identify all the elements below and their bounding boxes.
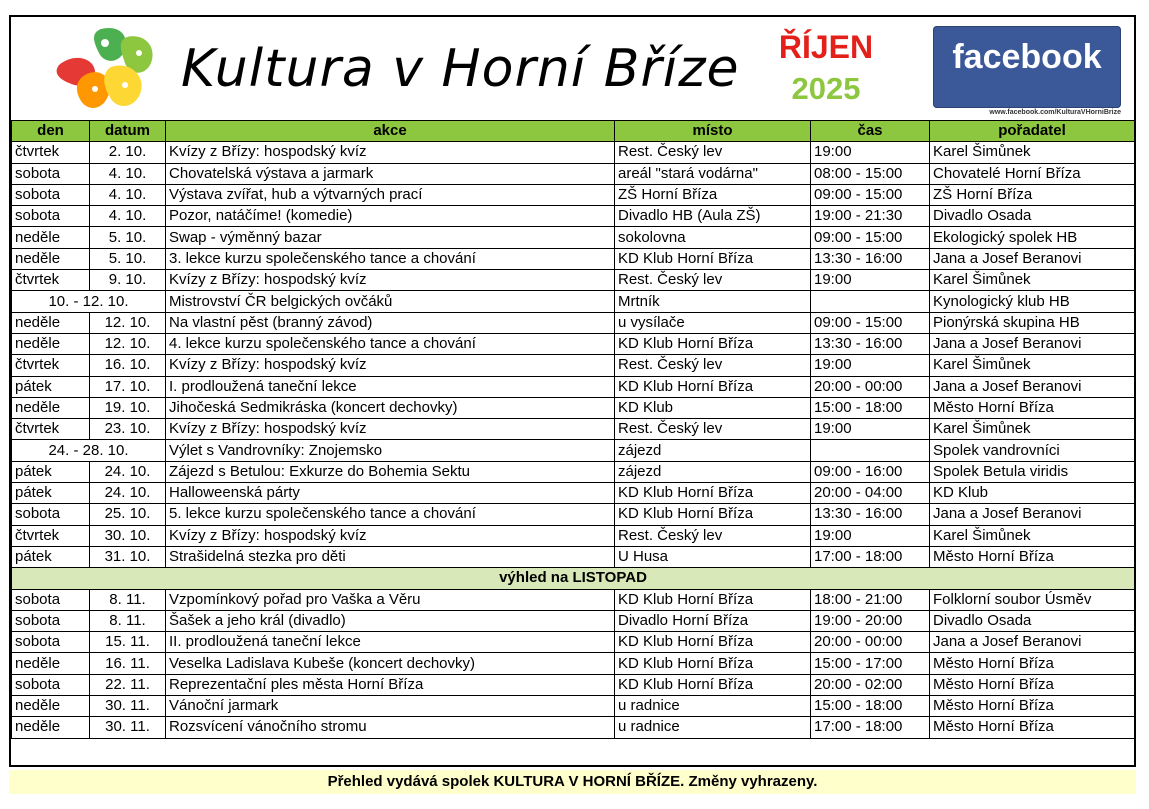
time-cell: 19:00 - 20:00: [811, 610, 930, 631]
venue-cell: u vysílače: [615, 312, 811, 333]
venue-cell: u radnice: [615, 696, 811, 717]
table-row: [12, 184, 1135, 205]
table-row: [12, 674, 1135, 695]
event-name-cell: I. prodloužená taneční lekce: [166, 376, 615, 397]
venue-cell: Rest. Český lev: [615, 419, 811, 440]
table-row: [12, 632, 1135, 653]
event-name-cell: Veselka Ladislava Kubeše (koncert dechovky): [166, 653, 615, 674]
organizer-cell: Karel Šimůnek: [930, 142, 1135, 163]
time-cell: 19:00: [811, 525, 930, 546]
date-cell: 5. 10.: [90, 227, 166, 248]
table-row: [12, 163, 1135, 184]
day-cell: neděle: [12, 227, 90, 248]
venue-cell: KD Klub Horní Bříza: [615, 589, 811, 610]
event-name-cell: Výstava zvířat, hub a výtvarných prací: [166, 184, 615, 205]
venue-cell: KD Klub Horní Bříza: [615, 504, 811, 525]
table-row: [12, 355, 1135, 376]
event-name-cell: Strašidelná stezka pro děti: [166, 546, 615, 567]
facebook-url[interactable]: www.facebook.com/KulturaVHorniBrize: [989, 109, 1121, 116]
event-name-cell: Kvízy z Břízy: hospodský kvíz: [166, 525, 615, 546]
time-cell: 09:00 - 15:00: [811, 227, 930, 248]
culture-logo-icon: [55, 23, 159, 117]
venue-cell: KD Klub: [615, 397, 811, 418]
events-table: [11, 120, 1135, 739]
organizer-cell: Jana a Josef Beranovi: [930, 333, 1135, 354]
organizer-cell: Město Horní Bříza: [930, 397, 1135, 418]
event-name-cell: Jihočeská Sedmikráska (koncert dechovky): [166, 397, 615, 418]
column-header-misto: místo: [615, 121, 811, 142]
event-name-cell: Swap - výměnný bazar: [166, 227, 615, 248]
event-name-cell: II. prodloužená taneční lekce: [166, 632, 615, 653]
date-cell: 30. 10.: [90, 525, 166, 546]
table-row: [12, 653, 1135, 674]
day-cell: pátek: [12, 376, 90, 397]
time-cell: 13:30 - 16:00: [811, 248, 930, 269]
date-cell: 4. 10.: [90, 184, 166, 205]
time-cell: 09:00 - 15:00: [811, 312, 930, 333]
day-cell: čtvrtek: [12, 419, 90, 440]
organizer-cell: Jana a Josef Beranovi: [930, 248, 1135, 269]
footer-note: Přehled vydává spolek KULTURA V HORNÍ BŘÍZE. Změny vyhrazeny.: [9, 770, 1136, 794]
date-cell: 4. 10.: [90, 163, 166, 184]
time-cell: [811, 291, 930, 312]
page-title: Kultura v Horní Bříze: [181, 39, 740, 99]
venue-cell: sokolovna: [615, 227, 811, 248]
facebook-logo-icon: facebook: [952, 38, 1102, 76]
table-row: [12, 397, 1135, 418]
day-cell: sobota: [12, 589, 90, 610]
time-cell: 17:00 - 18:00: [811, 546, 930, 567]
table-row: [12, 291, 1135, 312]
time-cell: 20:00 - 04:00: [811, 483, 930, 504]
table-row: [12, 142, 1135, 163]
venue-cell: Divadlo Horní Bříza: [615, 610, 811, 631]
venue-cell: Rest. Český lev: [615, 270, 811, 291]
month-label: ŘÍJEN: [778, 29, 874, 65]
event-name-cell: Zájezd s Betulou: Exkurze do Bohemia Sektu: [166, 461, 615, 482]
date-cell: 25. 10.: [90, 504, 166, 525]
venue-cell: Rest. Český lev: [615, 142, 811, 163]
time-cell: 17:00 - 18:00: [811, 717, 930, 738]
year-label: 2025: [791, 71, 861, 106]
table-row: [12, 461, 1135, 482]
table-row: [12, 312, 1135, 333]
organizer-cell: Spolek vandrovníci: [930, 440, 1135, 461]
table-row: [12, 376, 1135, 397]
outlook-body: [12, 589, 1135, 738]
event-name-cell: Mistrovství ČR belgických ovčáků: [166, 291, 615, 312]
poster-frame: [9, 15, 1136, 767]
outlook-section: [12, 568, 1135, 589]
day-cell: neděle: [12, 312, 90, 333]
venue-cell: u radnice: [615, 717, 811, 738]
time-cell: 08:00 - 15:00: [811, 163, 930, 184]
table-row: [12, 333, 1135, 354]
time-cell: 18:00 - 21:00: [811, 589, 930, 610]
event-name-cell: Chovatelská výstava a jarmark: [166, 163, 615, 184]
organizer-cell: ZŠ Horní Bříza: [930, 184, 1135, 205]
day-cell: sobota: [12, 504, 90, 525]
date-cell: 12. 10.: [90, 312, 166, 333]
table-row: [12, 270, 1135, 291]
event-name-cell: Pozor, natáčíme! (komedie): [166, 206, 615, 227]
organizer-cell: Karel Šimůnek: [930, 355, 1135, 376]
day-cell: neděle: [12, 333, 90, 354]
organizer-cell: Jana a Josef Beranovi: [930, 504, 1135, 525]
time-cell: 19:00 - 21:30: [811, 206, 930, 227]
time-cell: 19:00: [811, 355, 930, 376]
table-row: [12, 504, 1135, 525]
event-name-cell: Kvízy z Břízy: hospodský kvíz: [166, 355, 615, 376]
table-row: [12, 206, 1135, 227]
venue-cell: KD Klub Horní Bříza: [615, 333, 811, 354]
day-cell: sobota: [12, 632, 90, 653]
time-cell: 13:30 - 16:00: [811, 504, 930, 525]
event-name-cell: Výlet s Vandrovníky: Znojemsko: [166, 440, 615, 461]
date-cell: 15. 11.: [90, 632, 166, 653]
date-cell: 16. 10.: [90, 355, 166, 376]
event-name-cell: Kvízy z Břízy: hospodský kvíz: [166, 270, 615, 291]
organizer-cell: Divadlo Osada: [930, 206, 1135, 227]
time-cell: 19:00: [811, 419, 930, 440]
time-cell: 15:00 - 18:00: [811, 696, 930, 717]
day-cell: čtvrtek: [12, 270, 90, 291]
table-row: [12, 696, 1135, 717]
date-cell: 22. 11.: [90, 674, 166, 695]
time-cell: [811, 440, 930, 461]
organizer-cell: Ekologický spolek HB: [930, 227, 1135, 248]
column-header-den: den: [12, 121, 90, 142]
table-row: [12, 483, 1135, 504]
table-row: [12, 546, 1135, 567]
event-name-cell: Vánoční jarmark: [166, 696, 615, 717]
venue-cell: U Husa: [615, 546, 811, 567]
venue-cell: ZŠ Horní Bříza: [615, 184, 811, 205]
outlook-label: výhled na LISTOPAD: [12, 568, 1135, 589]
column-header-poradatel: pořadatel: [930, 121, 1135, 142]
venue-cell: Rest. Český lev: [615, 525, 811, 546]
day-cell: sobota: [12, 674, 90, 695]
date-cell: 24. 10.: [90, 461, 166, 482]
day-cell: neděle: [12, 248, 90, 269]
facebook-badge[interactable]: [933, 26, 1121, 108]
venue-cell: Divadlo HB (Aula ZŠ): [615, 206, 811, 227]
table-row: [12, 717, 1135, 738]
organizer-cell: Folklorní soubor Úsměv: [930, 589, 1135, 610]
date-cell: 16. 11.: [90, 653, 166, 674]
time-cell: 20:00 - 02:00: [811, 674, 930, 695]
table-row: [12, 227, 1135, 248]
organizer-cell: Město Horní Bříza: [930, 653, 1135, 674]
venue-cell: Rest. Český lev: [615, 355, 811, 376]
event-name-cell: 4. lekce kurzu společenského tance a chování: [166, 333, 615, 354]
event-name-cell: Na vlastní pěst (branný závod): [166, 312, 615, 333]
venue-cell: KD Klub Horní Bříza: [615, 674, 811, 695]
date-cell: 17. 10.: [90, 376, 166, 397]
organizer-cell: Karel Šimůnek: [930, 270, 1135, 291]
outlook-header-row: [12, 568, 1135, 589]
venue-cell: Mrtník: [615, 291, 811, 312]
event-name-cell: Šašek a jeho král (divadlo): [166, 610, 615, 631]
day-cell: pátek: [12, 461, 90, 482]
event-name-cell: 5. lekce kurzu společenského tance a chování: [166, 504, 615, 525]
organizer-cell: Kynologický klub HB: [930, 291, 1135, 312]
event-name-cell: Kvízy z Břízy: hospodský kvíz: [166, 419, 615, 440]
time-cell: 15:00 - 17:00: [811, 653, 930, 674]
time-cell: 19:00: [811, 142, 930, 163]
venue-cell: KD Klub Horní Bříza: [615, 248, 811, 269]
table-row: [12, 525, 1135, 546]
organizer-cell: Karel Šimůnek: [930, 419, 1135, 440]
venue-cell: zájezd: [615, 440, 811, 461]
time-cell: 19:00: [811, 270, 930, 291]
date-range-cell: 24. - 28. 10.: [12, 440, 166, 461]
day-cell: čtvrtek: [12, 525, 90, 546]
day-cell: neděle: [12, 397, 90, 418]
event-name-cell: Vzpomínkový pořad pro Vaška a Věru: [166, 589, 615, 610]
venue-cell: KD Klub Horní Bříza: [615, 376, 811, 397]
venue-cell: areál "stará vodárna": [615, 163, 811, 184]
venue-cell: KD Klub Horní Bříza: [615, 632, 811, 653]
date-cell: 2. 10.: [90, 142, 166, 163]
table-row: [12, 440, 1135, 461]
event-name-cell: Halloweenská párty: [166, 483, 615, 504]
table-row: [12, 248, 1135, 269]
day-cell: sobota: [12, 610, 90, 631]
table-row: [12, 589, 1135, 610]
day-cell: pátek: [12, 483, 90, 504]
date-cell: 30. 11.: [90, 717, 166, 738]
organizer-cell: KD Klub: [930, 483, 1135, 504]
poster-header: [11, 17, 1134, 120]
column-header-cas: čas: [811, 121, 930, 142]
event-name-cell: 3. lekce kurzu společenského tance a chování: [166, 248, 615, 269]
date-cell: 9. 10.: [90, 270, 166, 291]
organizer-cell: Jana a Josef Beranovi: [930, 632, 1135, 653]
date-cell: 5. 10.: [90, 248, 166, 269]
day-cell: čtvrtek: [12, 142, 90, 163]
day-cell: neděle: [12, 696, 90, 717]
date-cell: 12. 10.: [90, 333, 166, 354]
day-cell: sobota: [12, 206, 90, 227]
organizer-cell: Divadlo Osada: [930, 610, 1135, 631]
organizer-cell: Pionýrská skupina HB: [930, 312, 1135, 333]
organizer-cell: Chovatelé Horní Bříza: [930, 163, 1135, 184]
time-cell: 20:00 - 00:00: [811, 376, 930, 397]
column-header-datum: datum: [90, 121, 166, 142]
date-cell: 19. 10.: [90, 397, 166, 418]
day-cell: sobota: [12, 163, 90, 184]
day-cell: sobota: [12, 184, 90, 205]
venue-cell: KD Klub Horní Bříza: [615, 483, 811, 504]
organizer-cell: Karel Šimůnek: [930, 525, 1135, 546]
venue-cell: KD Klub Horní Bříza: [615, 653, 811, 674]
event-name-cell: Kvízy z Břízy: hospodský kvíz: [166, 142, 615, 163]
day-cell: neděle: [12, 653, 90, 674]
date-cell: 24. 10.: [90, 483, 166, 504]
date-cell: 30. 11.: [90, 696, 166, 717]
table-row: [12, 419, 1135, 440]
venue-cell: zájezd: [615, 461, 811, 482]
date-cell: 4. 10.: [90, 206, 166, 227]
organizer-cell: Město Horní Bříza: [930, 717, 1135, 738]
organizer-cell: Město Horní Bříza: [930, 546, 1135, 567]
date-cell: 31. 10.: [90, 546, 166, 567]
table-row: [12, 610, 1135, 631]
organizer-cell: Město Horní Bříza: [930, 696, 1135, 717]
column-header-akce: akce: [166, 121, 615, 142]
event-name-cell: Rozsvícení vánočního stromu: [166, 717, 615, 738]
events-body: [12, 142, 1135, 568]
time-cell: 09:00 - 16:00: [811, 461, 930, 482]
organizer-cell: Jana a Josef Beranovi: [930, 376, 1135, 397]
day-cell: čtvrtek: [12, 355, 90, 376]
time-cell: 13:30 - 16:00: [811, 333, 930, 354]
date-cell: 8. 11.: [90, 610, 166, 631]
time-cell: 15:00 - 18:00: [811, 397, 930, 418]
time-cell: 20:00 - 00:00: [811, 632, 930, 653]
date-cell: 8. 11.: [90, 589, 166, 610]
date-cell: 23. 10.: [90, 419, 166, 440]
day-cell: neděle: [12, 717, 90, 738]
time-cell: 09:00 - 15:00: [811, 184, 930, 205]
event-name-cell: Reprezentační ples města Horní Bříza: [166, 674, 615, 695]
date-range-cell: 10. - 12. 10.: [12, 291, 166, 312]
table-header-row: [12, 121, 1135, 142]
day-cell: pátek: [12, 546, 90, 567]
organizer-cell: Spolek Betula viridis: [930, 461, 1135, 482]
organizer-cell: Město Horní Bříza: [930, 674, 1135, 695]
